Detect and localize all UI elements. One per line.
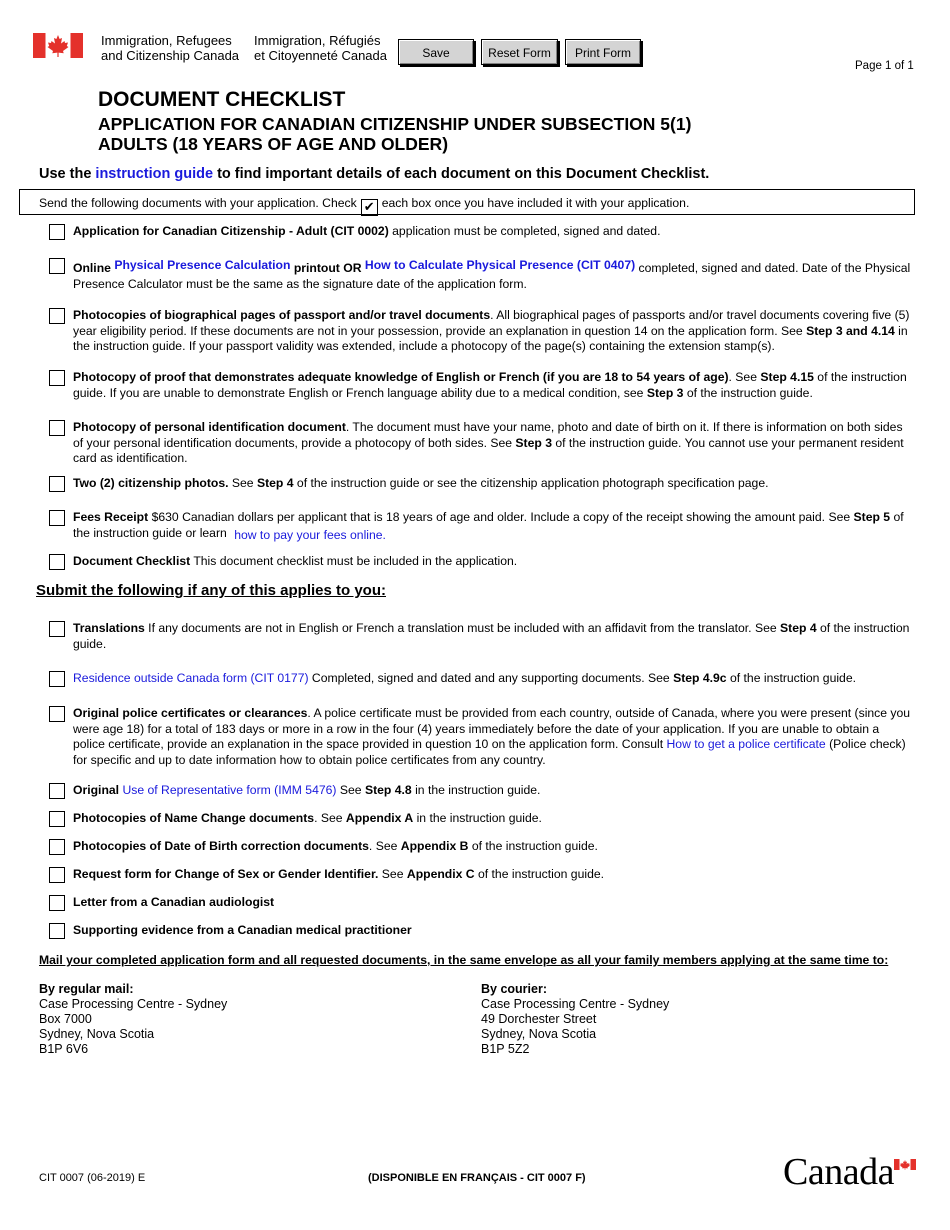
checkbox-date-of-birth-correction[interactable]	[49, 839, 65, 855]
police-certificate-link[interactable]: How to get a police certificate	[666, 737, 826, 751]
item-text-2: of the instruction guide.	[474, 867, 605, 881]
item-step-ref: Step 5	[853, 510, 891, 524]
item-step-ref: Step 3	[515, 435, 552, 450]
residence-outside-canada-form-link[interactable]: Residence outside Canada form (CIT 0177)	[73, 671, 309, 685]
address-line: Sydney, Nova Scotia	[481, 1027, 597, 1041]
checkbox-residence-outside-canada[interactable]	[49, 671, 65, 687]
item-label: Fees Receipt	[73, 510, 149, 524]
item-document-checklist	[73, 554, 911, 570]
item-text: . A police certificate must be provided from each country, outside of Canada, where you were present (since you were age 18) for a total of 183 days or more in a row in the four (4) years immediately before the date of your application. If you are unable to obtain a police certificate, provide an explanation in the space provided in question 10 on the application form. Consult	[73, 706, 911, 751]
checkbox-language-proof[interactable]	[49, 370, 65, 386]
item-label: Original	[73, 783, 123, 797]
canada-flag-logo	[33, 33, 83, 58]
instruction-line	[39, 166, 709, 182]
item-text-2: of the instruction guide. If you are unable to demonstrate English or French language ability due to a medical condition, see	[73, 370, 907, 400]
item-gender-identifier	[73, 867, 911, 883]
item-label: Letter from a Canadian audiologist	[73, 895, 275, 909]
item-label: Online	[73, 261, 115, 275]
address-line: B1P 6V6	[39, 1042, 89, 1056]
item-step-ref: Step 4	[780, 621, 817, 635]
address-line: 49 Dorchester Street	[481, 1012, 597, 1026]
item-text: See	[378, 867, 407, 881]
item-police-certificates	[73, 706, 911, 768]
print-form-button[interactable]: Print Form	[565, 39, 641, 65]
item-citizenship-photos	[73, 476, 911, 492]
item-name-change	[73, 811, 911, 827]
document-subtitle-audience: ADULTS (18 YEARS OF AGE AND OLDER)	[98, 134, 449, 154]
checkbox-application-form[interactable]	[49, 224, 65, 240]
item-text-2: of the instruction guide.	[726, 671, 856, 685]
instruction-text-before: Use the	[39, 166, 92, 182]
checkbox-audiologist-letter[interactable]	[49, 895, 65, 911]
send-note-text-before: Send the following documents with your application. Check	[39, 196, 357, 210]
document-subtitle: APPLICATION FOR CANADIAN CITIZENSHIP UNDER SUBSECTION 5(1)	[98, 114, 692, 134]
item-text-2: of the instruction guide.	[468, 839, 598, 853]
item-text-2: of the instruction guide or learn	[73, 510, 904, 540]
item-step-ref: Step 4.9c	[673, 671, 727, 685]
checkbox-physical-presence[interactable]	[49, 258, 65, 274]
form-code: CIT 0007 (06-2019) E	[39, 1172, 146, 1184]
item-translations	[73, 621, 911, 652]
address-line: Sydney, Nova Scotia	[39, 1027, 155, 1041]
item-label: Photocopy of proof that demonstrates adequate knowledge of English or French (if you are 18 to 54 years of age)	[73, 370, 729, 384]
address-line: Case Processing Centre - Sydney	[39, 997, 228, 1011]
item-text-2: in the instruction guide.	[411, 783, 541, 797]
item-audiologist-letter	[73, 895, 911, 911]
instruction-guide-link[interactable]: instruction guide	[95, 166, 214, 182]
department-name-english	[101, 33, 239, 63]
reset-form-button[interactable]: Reset Form	[481, 39, 558, 65]
item-text: . See	[368, 839, 401, 853]
address-line: B1P 5Z2	[481, 1042, 530, 1056]
use-of-representative-form-link[interactable]: Use of Representative form (IMM 5476)	[122, 783, 337, 797]
checkbox-personal-id[interactable]	[49, 420, 65, 436]
item-label: Photocopies of Date of Birth correction documents	[73, 839, 369, 853]
conditional-section-heading: Submit the following if any of this applies to you:	[36, 582, 386, 599]
department-name-english-line1: Immigration, Refugees	[101, 33, 232, 48]
document-title: DOCUMENT CHECKLIST	[98, 88, 346, 111]
item-text-2: of the instruction guide.	[73, 621, 910, 651]
save-button[interactable]: Save	[398, 39, 474, 65]
checkbox-passport-pages[interactable]	[49, 308, 65, 324]
checkbox-police-certificates[interactable]	[49, 706, 65, 722]
checkbox-document-checklist[interactable]	[49, 554, 65, 570]
item-text: This document checklist must be included in the application.	[190, 554, 518, 568]
item-label: Photocopies of biographical pages of passport and/or travel documents	[73, 308, 491, 322]
canada-wordmark-flag-icon	[894, 1159, 916, 1170]
how-to-calculate-physical-presence-link[interactable]: How to Calculate Physical Presence (CIT 0407)	[364, 258, 636, 272]
item-text: . See	[314, 811, 346, 825]
item-text: See	[336, 783, 365, 797]
address-line: Case Processing Centre - Sydney	[481, 997, 670, 1011]
pay-fees-online-link[interactable]: how to pay your fees online.	[234, 527, 386, 542]
send-documents-note	[19, 189, 915, 215]
item-passport-pages	[73, 308, 911, 355]
item-text: See	[228, 476, 257, 490]
instruction-text-after: to find important details of each document on this Document Checklist.	[217, 166, 710, 182]
item-step-ref: Appendix A	[345, 811, 414, 825]
item-text-2: in the instruction guide.	[413, 811, 542, 825]
french-availability-note: (DISPONIBLE EN FRANÇAIS - CIT 0007 F)	[368, 1172, 586, 1184]
item-step-ref-2: Step 3	[646, 385, 684, 400]
item-date-of-birth-correction	[73, 839, 911, 855]
item-label: Two (2) citizenship photos.	[73, 476, 229, 490]
item-medical-evidence	[73, 923, 911, 939]
item-label: Photocopies of Name Change documents	[73, 811, 315, 825]
courier-label: By courier:	[481, 982, 547, 996]
checkbox-fees-receipt[interactable]	[49, 510, 65, 526]
item-application-form	[73, 224, 911, 240]
checkbox-gender-identifier[interactable]	[49, 867, 65, 883]
send-note-text-after: each box once you have included it with your application.	[381, 196, 690, 210]
checkmark-icon: ✔	[361, 199, 378, 216]
department-name-french-line2: et Citoyenneté Canada	[254, 48, 387, 63]
checkbox-use-of-representative[interactable]	[49, 783, 65, 799]
item-text: . The document must have your name, photo and date of birth on it. If there is information on both sides of your personal identification documents, provide a photocopy of both sides. See	[73, 420, 903, 450]
item-text: Completed, signed and dated and any supporting documents. See	[308, 671, 674, 685]
regular-mail-label: By regular mail:	[39, 982, 134, 996]
item-text: . See	[728, 370, 761, 384]
canada-wordmark: Canada	[783, 1151, 894, 1193]
item-text: If any documents are not in English or French a translation must be included with an affidavit from the translator. See	[144, 621, 781, 635]
item-fees-receipt	[73, 510, 911, 543]
regular-mail-address	[39, 982, 227, 1057]
item-text-2: of the instruction guide or see the citizenship application photograph specification page.	[293, 476, 769, 490]
item-label: Supporting evidence from a Canadian medical practitioner	[73, 923, 412, 937]
item-text-2: of the instruction guide. You cannot use your permanent resident card as identification.	[73, 435, 904, 465]
page-number: Page 1 of 1	[855, 60, 914, 72]
department-name-french	[254, 33, 387, 63]
item-text-2: in the instruction guide. If your passport validity was extended, include a photocopy of the page(s) containing the extension stamp(s).	[73, 323, 908, 353]
item-personal-id	[73, 420, 911, 467]
item-step-ref: Step 4.8	[364, 783, 412, 797]
item-label-2: printout OR	[290, 261, 365, 275]
item-text-2: (Police check) for specific and up to date information how to obtain police certificates from any country.	[73, 737, 906, 767]
checkbox-medical-evidence[interactable]	[49, 923, 65, 939]
item-label: Original police certificates or clearances	[73, 706, 308, 720]
item-residence-outside-canada	[73, 671, 911, 687]
item-label: Document Checklist	[73, 554, 191, 568]
courier-address	[481, 982, 669, 1057]
mailing-heading: Mail your completed application form and all requested documents, in the same envelope as all your family members applying at the same time to:	[39, 953, 889, 967]
item-language-proof	[73, 370, 911, 401]
physical-presence-calculation-link[interactable]: Physical Presence Calculation	[114, 258, 291, 272]
item-text: $630 Canadian dollars per applicant that is 18 years of age and older. Include a copy of the receipt showing the amount paid. See	[148, 510, 854, 524]
item-label: Photocopy of personal identification document	[73, 420, 346, 434]
item-text: completed, signed and dated. Date of the Physical Presence Calculator must be the same as the signature date of the application form.	[73, 261, 911, 291]
department-name-french-line1: Immigration, Réfugiés	[254, 33, 381, 48]
item-step-ref: Step 4	[256, 476, 294, 490]
checkbox-name-change[interactable]	[49, 811, 65, 827]
item-text-3: of the instruction guide.	[683, 385, 813, 400]
item-text: . All biographical pages of passports and/or travel documents covering five (5) year eligibility period. If these documents are not in your possession, provide an explanation in question 14 on the application form. See	[73, 308, 910, 338]
item-physical-presence	[73, 258, 911, 292]
item-label: Application for Canadian Citizenship - Adult (CIT 0002)	[73, 224, 389, 238]
item-text: application must be completed, signed and dated.	[388, 224, 661, 238]
item-step-ref: Step 4.15	[760, 370, 814, 384]
item-label: Request form for Change of Sex or Gender Identifier.	[73, 867, 379, 881]
item-step-ref: Appendix C	[406, 867, 475, 881]
item-step-ref: Appendix B	[400, 839, 469, 853]
item-label: Translations	[73, 621, 145, 635]
item-step-ref: Step 3 and 4.14	[806, 323, 895, 338]
address-line: Box 7000	[39, 1012, 92, 1026]
item-use-of-representative	[73, 783, 911, 799]
checkbox-translations[interactable]	[49, 621, 65, 637]
department-name-english-line2: and Citizenship Canada	[101, 48, 240, 63]
checkbox-citizenship-photos[interactable]	[49, 476, 65, 492]
